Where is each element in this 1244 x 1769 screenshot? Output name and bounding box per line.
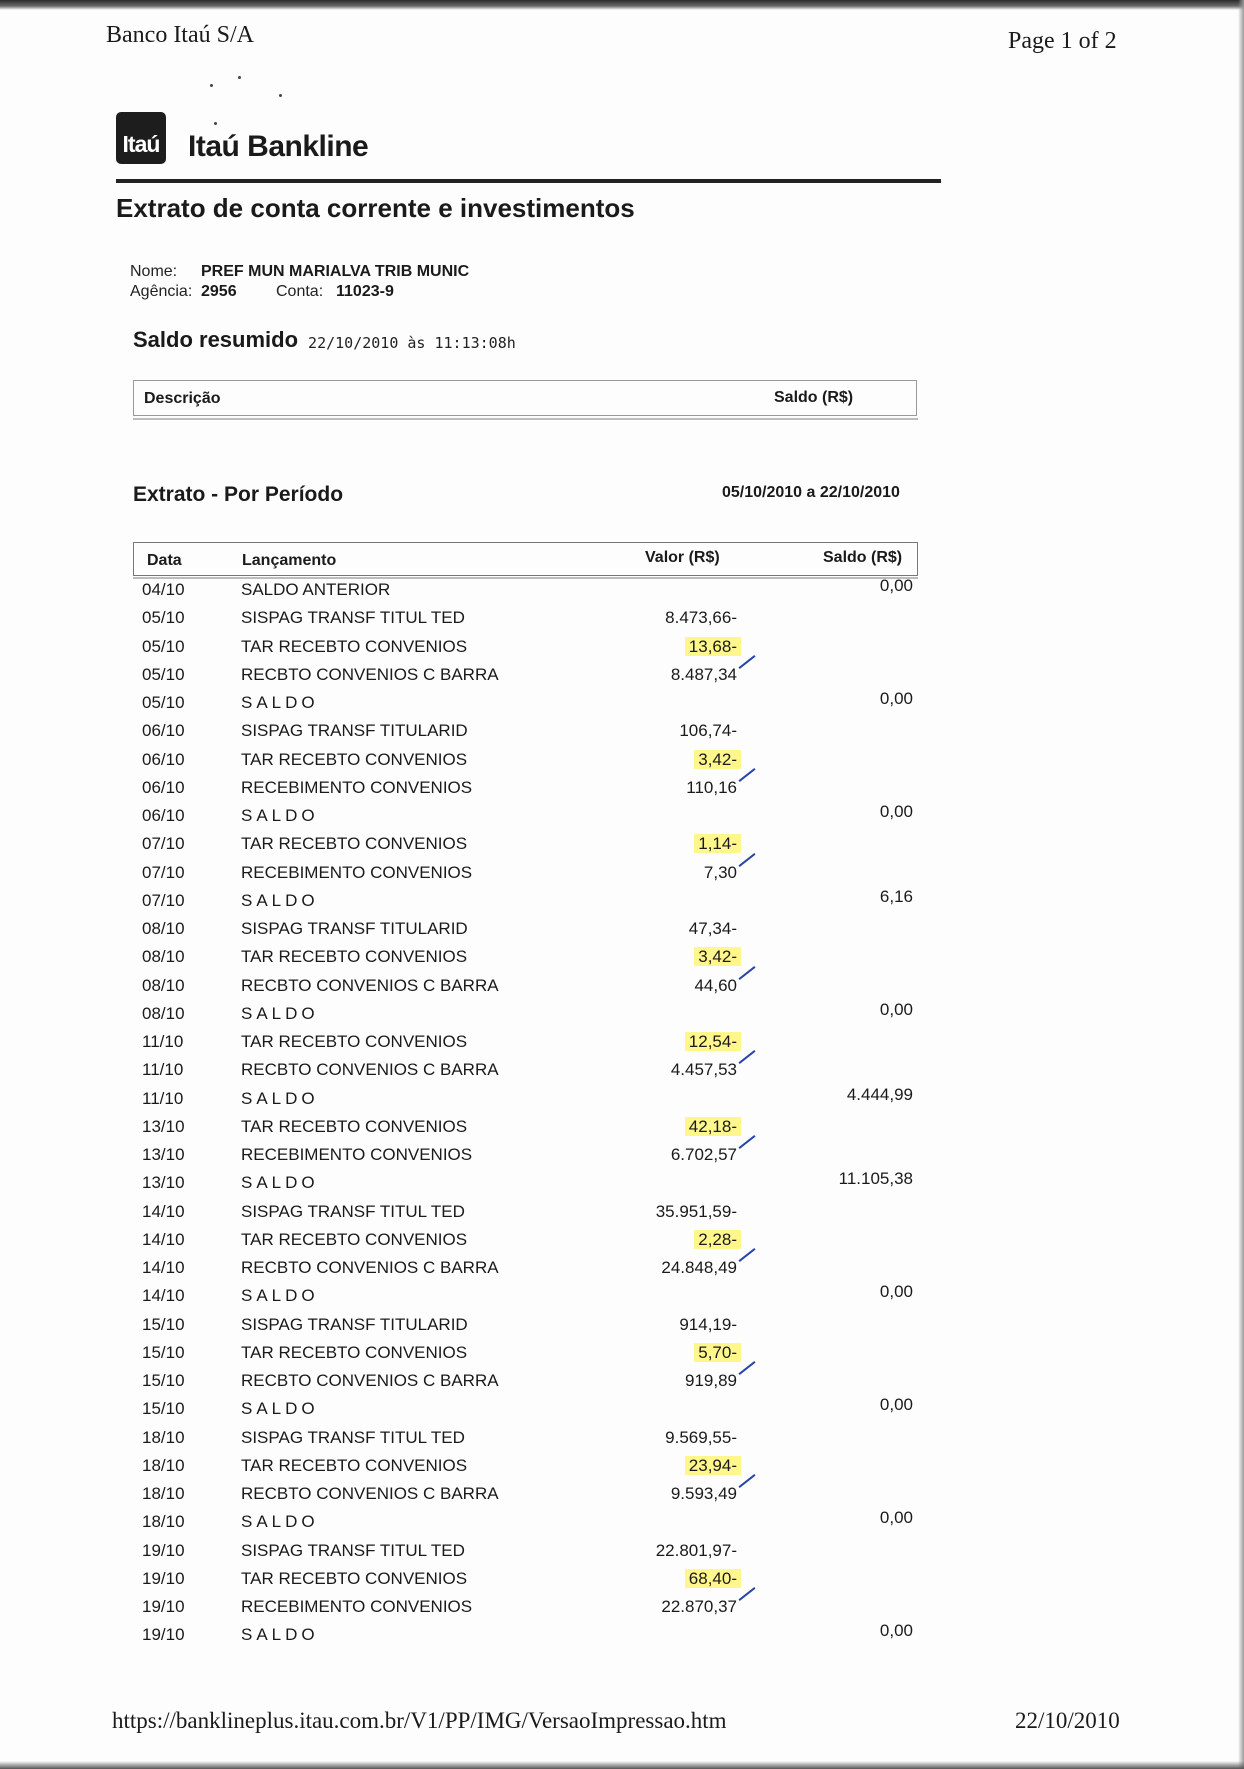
account-label: Conta: (276, 283, 324, 300)
scan-speck (214, 122, 217, 125)
row-value-text: 106,74- (679, 721, 737, 741)
row-description: TAR RECEBTO CONVENIOS (241, 1229, 468, 1249)
row-description: SALDO (241, 1625, 319, 1645)
row-description: RECBTO CONVENIOS C BARRA (241, 1371, 499, 1390)
table-row (0, 1230, 1244, 1258)
row-description: RECEBIMENTO CONVENIOS (241, 1597, 473, 1616)
row-date: 18/10 (142, 1427, 185, 1447)
row-date: 15/10 (142, 1399, 185, 1419)
name-label: Nome: (130, 263, 178, 280)
row-value (656, 1541, 737, 1561)
table-row (0, 999, 1244, 1032)
table-row (0, 886, 1244, 919)
row-description: SISPAG TRANSF TITULARID (241, 1314, 468, 1334)
row-date: 13/10 (142, 1173, 185, 1193)
table-row (0, 665, 1244, 693)
row-date: 18/10 (142, 1455, 185, 1475)
table-row (0, 1032, 1244, 1060)
table-row (0, 1145, 1244, 1173)
table-row (0, 1508, 1244, 1540)
row-balance: 0,00 (879, 1621, 913, 1641)
row-description: RECEBIMENTO CONVENIOS (241, 777, 473, 797)
row-description: TAR RECEBTO CONVENIOS (241, 749, 468, 769)
table-row (0, 1597, 1244, 1625)
row-date: 05/10 (142, 693, 185, 712)
row-value (685, 1032, 737, 1052)
row-value-text: 24.848,49 (661, 1258, 737, 1277)
statement-title: Extrato - Por Período (133, 483, 344, 506)
row-description: TAR RECEBTO CONVENIOS (241, 1032, 468, 1051)
row-date: 08/10 (142, 975, 185, 995)
logo-text: Itaú (122, 131, 160, 157)
row-value (671, 1060, 737, 1080)
table-row (0, 1282, 1244, 1314)
row-balance: 0,00 (879, 1395, 913, 1415)
table-row (0, 637, 1244, 665)
row-value-text: 7,30 (703, 862, 737, 882)
row-description: SALDO (241, 1173, 319, 1193)
itau-logo-icon (116, 112, 166, 164)
row-value-text: 914,19- (679, 1314, 737, 1334)
row-date: 14/10 (142, 1229, 185, 1249)
summary-timestamp: - 22/10/2010 às 11:13:08h (290, 334, 516, 352)
row-value (694, 947, 737, 967)
table-row (0, 1428, 1244, 1456)
row-date: 15/10 (142, 1314, 185, 1334)
row-description: RECEBIMENTO CONVENIOS (241, 1145, 473, 1164)
row-description: RECBTO CONVENIOS C BARRA (241, 1060, 499, 1080)
row-date: 06/10 (142, 749, 185, 769)
row-date: 08/10 (142, 1003, 185, 1023)
table-row (0, 1343, 1244, 1371)
table-row (0, 608, 1244, 636)
row-date: 13/10 (142, 1116, 185, 1136)
row-date: 06/10 (142, 777, 185, 797)
statement-header-rule (133, 577, 918, 579)
account-number: 11023-9 (336, 283, 394, 300)
col-entry: Lançamento (242, 552, 337, 569)
row-value-text: 8.487,34 (670, 664, 737, 684)
row-value-text: 4.457,53 (670, 1060, 737, 1080)
row-description: TAR RECEBTO CONVENIOS (241, 1116, 468, 1136)
row-date: 15/10 (142, 1371, 185, 1390)
row-value-text: 22.801,97- (655, 1540, 737, 1560)
bank-header: Banco Itaú S/A (106, 22, 254, 48)
row-description: SALDO (241, 1003, 319, 1023)
row-value (694, 1230, 737, 1250)
row-description: SALDO (241, 890, 319, 910)
row-value (689, 919, 737, 939)
row-date: 08/10 (142, 919, 185, 938)
row-value (704, 863, 737, 883)
row-value-text: 68,40- (685, 1569, 741, 1588)
footer-date: 22/10/2010 (1015, 1708, 1120, 1733)
row-date: 11/10 (142, 1060, 184, 1080)
row-balance: 0,00 (879, 802, 913, 821)
row-value (679, 1315, 737, 1335)
row-value (694, 834, 737, 854)
row-date: 06/10 (142, 721, 185, 741)
row-description: RECBTO CONVENIOS C BARRA (241, 1484, 499, 1503)
footer-url: https://banklineplus.itau.com.br/V1/PP/IMG/VersaoImpressao.htm (112, 1708, 727, 1733)
row-balance: 0,00 (879, 999, 913, 1019)
row-date: 04/10 (142, 580, 185, 599)
row-date: 07/10 (142, 834, 185, 854)
row-value (685, 1456, 737, 1476)
row-description: SALDO ANTERIOR (241, 580, 391, 599)
table-row (0, 689, 1244, 721)
row-value-text: 5,70- (694, 1343, 741, 1362)
row-description: SISPAG TRANSF TITUL TED (241, 1427, 465, 1447)
row-date: 19/10 (142, 1625, 185, 1645)
table-row (0, 1117, 1244, 1145)
table-row (0, 834, 1244, 862)
row-value-text: 6.702,57 (670, 1145, 737, 1164)
col-value: Valor (R$) (645, 549, 720, 566)
row-date: 13/10 (142, 1145, 185, 1164)
summary-title: Saldo resumido (133, 327, 299, 352)
table-row (0, 1315, 1244, 1343)
summary-col-description: Descrição (144, 390, 221, 407)
row-date: 07/10 (142, 890, 185, 910)
row-balance: 0,00 (879, 576, 913, 595)
row-value-text: 23,94- (685, 1456, 741, 1475)
row-value-text: 42,18- (685, 1117, 741, 1136)
page-counter: Page 1 of 2 (1008, 28, 1117, 54)
row-balance: 0,00 (879, 1508, 913, 1528)
row-date: 07/10 (142, 862, 185, 882)
table-row (0, 721, 1244, 749)
row-description: SISPAG TRANSF TITULARID (241, 919, 468, 938)
row-value (656, 1202, 737, 1222)
row-balance: 4.444,99 (846, 1084, 913, 1104)
row-value (671, 1145, 737, 1165)
row-value-text: 22.870,37 (661, 1597, 737, 1616)
row-value (685, 1117, 737, 1137)
row-value-text: 2,28- (694, 1230, 741, 1249)
row-value-text: 3,42- (694, 947, 741, 966)
row-value (694, 1343, 737, 1363)
table-row (0, 1258, 1244, 1286)
row-description: TAR RECEBTO CONVENIOS (241, 947, 468, 967)
agency-number: 2956 (201, 283, 237, 300)
row-date: 11/10 (142, 1088, 184, 1108)
table-row (0, 1484, 1244, 1512)
col-date: Data (147, 552, 182, 569)
row-description: SISPAG TRANSF TITUL TED (241, 1540, 465, 1560)
brand-name: Itaú Bankline (188, 130, 369, 163)
row-date: 19/10 (142, 1568, 185, 1588)
table-row (0, 576, 1244, 608)
row-value (665, 608, 737, 628)
row-description: SISPAG TRANSF TITUL TED (241, 1201, 465, 1221)
row-date: 14/10 (142, 1201, 185, 1221)
row-description: SALDO (241, 806, 319, 825)
row-date: 18/10 (142, 1484, 185, 1503)
row-value (685, 637, 737, 657)
row-date: 15/10 (142, 1342, 185, 1362)
row-value (665, 1428, 737, 1448)
row-description: SALDO (241, 1512, 319, 1532)
row-value-text: 110,16 (686, 777, 737, 797)
row-balance: 6,16 (879, 886, 913, 906)
row-date: 14/10 (142, 1258, 185, 1277)
table-row (0, 1084, 1244, 1117)
row-description: SALDO (241, 1286, 319, 1306)
row-value-text: 1,14- (694, 834, 741, 853)
row-description: RECBTO CONVENIOS C BARRA (241, 975, 499, 995)
row-value (671, 1484, 737, 1504)
row-value-text: 13,68- (685, 637, 741, 656)
row-balance: 11.105,38 (838, 1169, 913, 1189)
scan-speck (279, 94, 282, 97)
statement-table-header (133, 542, 918, 576)
row-date: 19/10 (142, 1597, 185, 1616)
row-value (661, 1597, 737, 1617)
table-row (0, 919, 1244, 947)
row-date: 06/10 (142, 806, 185, 825)
table-row (0, 1202, 1244, 1230)
row-date: 18/10 (142, 1512, 185, 1532)
row-value-text: 44,60 (694, 975, 737, 995)
row-description: SALDO (241, 1399, 319, 1419)
table-row (0, 750, 1244, 778)
summary-table-header (133, 380, 917, 416)
row-balance: 0,00 (879, 689, 913, 708)
row-description: SISPAG TRANSF TITUL TED (241, 608, 465, 628)
row-description: TAR RECEBTO CONVENIOS (241, 1342, 468, 1362)
row-date: 11/10 (142, 1032, 184, 1051)
row-description: TAR RECEBTO CONVENIOS (241, 636, 468, 656)
table-row (0, 802, 1244, 834)
row-value-text: 919,89 (685, 1371, 737, 1390)
table-row (0, 1456, 1244, 1484)
row-date: 05/10 (142, 636, 185, 656)
scan-edge (0, 1761, 1244, 1769)
row-description: RECBTO CONVENIOS C BARRA (241, 1258, 499, 1277)
row-value-text: 12,54- (685, 1032, 741, 1051)
table-row (0, 947, 1244, 975)
scan-speck (210, 84, 213, 87)
row-value (679, 721, 737, 741)
table-row (0, 1371, 1244, 1399)
agency-label: Agência: (130, 283, 193, 300)
scan-speck (238, 76, 241, 79)
statement-period: 05/10/2010 a 22/10/2010 (722, 484, 900, 501)
brand-divider (116, 179, 941, 183)
row-description: RECEBIMENTO CONVENIOS (241, 862, 473, 882)
row-value-text: 8.473,66- (665, 608, 737, 628)
row-date: 05/10 (142, 608, 185, 628)
table-row (0, 1569, 1244, 1597)
row-date: 14/10 (142, 1286, 185, 1306)
table-row (0, 1395, 1244, 1427)
row-description: TAR RECEBTO CONVENIOS (241, 1568, 468, 1588)
row-date: 05/10 (142, 664, 185, 684)
row-value (685, 1371, 737, 1391)
row-value (694, 750, 737, 770)
row-value-text: 47,34- (688, 919, 737, 938)
row-value (661, 1258, 737, 1278)
scan-edge (0, 0, 1244, 10)
table-row (0, 1621, 1244, 1653)
document-title: Extrato de conta corrente e investimentos (116, 193, 635, 223)
row-value-text: 35.951,59- (655, 1201, 737, 1221)
row-description: RECBTO CONVENIOS C BARRA (241, 664, 499, 684)
table-row (0, 863, 1244, 891)
table-row (0, 1541, 1244, 1569)
row-value (671, 665, 737, 685)
account-holder-name: PREF MUN MARIALVA TRIB MUNIC (201, 263, 470, 280)
row-value (694, 976, 737, 996)
col-balance: Saldo (R$) (823, 549, 903, 566)
row-description: TAR RECEBTO CONVENIOS (241, 1455, 468, 1475)
row-value-text: 3,42- (694, 750, 741, 769)
summary-col-balance: Saldo (R$) (774, 389, 854, 406)
row-description: SALDO (241, 1088, 319, 1108)
row-description: TAR RECEBTO CONVENIOS (241, 834, 468, 854)
row-balance: 0,00 (879, 1282, 913, 1302)
summary-table-rule (133, 418, 918, 420)
row-value (685, 1569, 737, 1589)
row-description: SALDO (241, 693, 319, 712)
row-value (686, 778, 737, 798)
row-value-text: 9.569,55- (665, 1427, 737, 1447)
table-row (0, 1169, 1244, 1201)
table-row (0, 778, 1244, 806)
table-row (0, 1060, 1244, 1088)
row-value-text: 9.593,49 (670, 1484, 737, 1503)
table-row (0, 976, 1244, 1004)
row-date: 08/10 (142, 947, 185, 967)
row-date: 19/10 (142, 1540, 185, 1560)
row-description: SISPAG TRANSF TITULARID (241, 721, 468, 741)
